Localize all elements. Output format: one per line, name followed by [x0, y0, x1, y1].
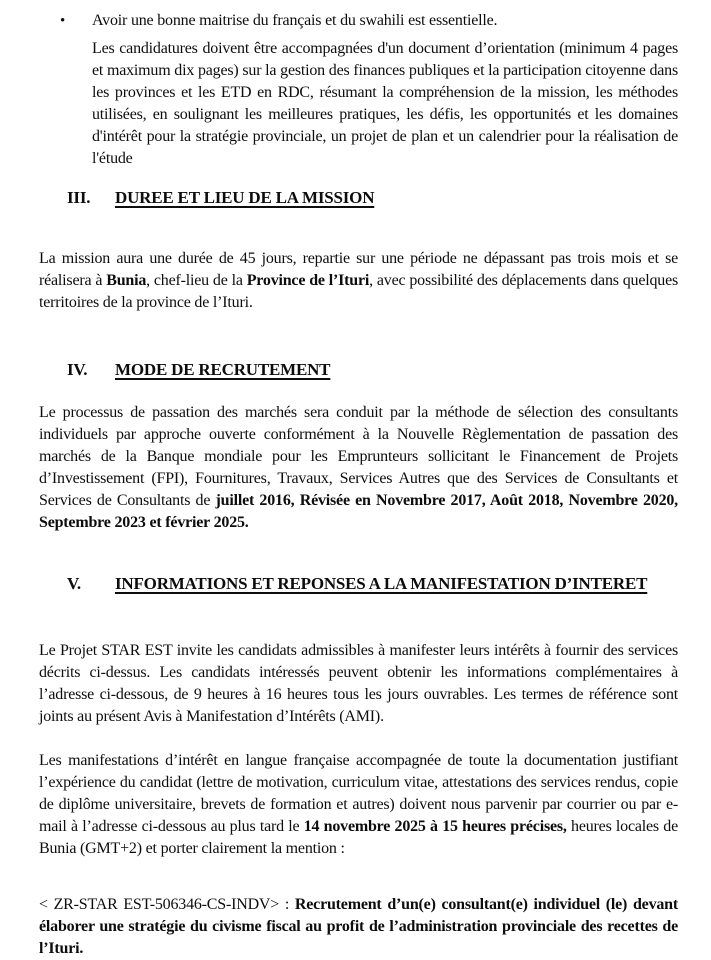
section-heading-mode-de-recrutement	[67, 358, 678, 382]
text-segment: heures locales de Bunia (GMT+2) et porter clairement la mention :	[39, 818, 678, 857]
text-segment: , chef-lieu de la	[146, 272, 247, 289]
bold-text-segment: Bunia	[106, 272, 147, 289]
section-number: III.	[67, 188, 91, 207]
section-number: V.	[67, 574, 81, 593]
section-heading-informations-et-reponses	[67, 572, 678, 596]
text-segment: Les manifestations d’intérêt en langue française accompagnée de toute la documentation justifiant l’expérience du candidat (lettre de motivation, curriculum vitae, attestations des services rendus, copie de diplôme universitaire, brevets de formation et autres) doivent nous parvenir par courrier ou par e-mail à l’adresse ci-dessous au plus tard le	[39, 752, 678, 835]
bold-text-segment: juillet 2016, Révisée en Novembre 2017, Août 2018, Novembre 2020, Septembre 2023 et février 2025.	[39, 492, 678, 531]
section-heading-duree-et-lieu	[67, 186, 678, 210]
mission-duration-paragraph	[39, 248, 678, 314]
bold-text-segment: Province de l’Ituri	[246, 272, 370, 289]
bold-text-segment: 14 novembre 2025 à 15 heures précises,	[303, 818, 567, 835]
recruitment-mode-paragraph	[39, 402, 678, 534]
text-segment: Le processus de passation des marchés sera conduit par la méthode de sélection des consultants individuels par approche ouverte conformément à la Nouvelle Règlementation de passation des marchés de la Banque mondiale pour les Emprunteurs sollicitant le Financement de Projets d’Investissement (FPI), Fournitures, Travaux, Services Autres que des Services de Consultants et Services de Consultants de	[39, 404, 678, 509]
bullet-item-text: Avoir une bonne maitrise du français et du swahili est essentielle.	[92, 12, 498, 29]
section-title: DUREE ET LIEU DE LA MISSION	[115, 188, 375, 207]
text-segment: < ZR-STAR EST-506346-CS-INDV> :	[39, 896, 295, 913]
submission-instructions-paragraph	[39, 750, 678, 860]
section-number: IV.	[67, 360, 88, 379]
mention-reference-paragraph	[39, 894, 678, 960]
bullet-list-item	[60, 10, 678, 32]
bullet-icon: •	[60, 13, 66, 29]
project-invitation-paragraph	[39, 640, 678, 728]
candidature-requirements-paragraph: Les candidatures doivent être accompagnées d'un document d’orientation (minimum 4 pages et maximum dix pages) sur la gestion des finances publiques et la participation citoyenne dans les provinces et les ETD en RDC, résumant la compréhension de la mission, les méthodes utilisées, en soulignant les meilleures pratiques, les défis, les opportunités et les domaines d'intérêt pour la stratégie provinciale, un projet de plan et un calendrier pour la réalisation de l'étude	[92, 40, 678, 167]
text-segment: La mission aura une durée de 45 jours, repartie sur une période ne dépassant pas trois mois et se réalisera à	[39, 250, 678, 289]
text-segment: Le Projet STAR EST invite les candidats admissibles à manifester leurs intérêts à fournir des services décrits ci-dessus. Les candidats intéressés peuvent obtenir les informations complémentaires à l’adresse ci-dessous, de 9 heures à 16 heures tous les jours ouvrables. Les termes de référence sont joints au présent Avis à Manifestation d’Intérêts (AMI).	[39, 642, 678, 725]
text-segment: , avec possibilité des déplacements dans quelques territoires de la province de l’Ituri.	[39, 272, 679, 311]
section-title: MODE DE RECRUTEMENT	[115, 360, 331, 379]
section-title: INFORMATIONS ET REPONSES A LA MANIFESTATION D’INTERET	[115, 574, 648, 593]
bold-text-segment: Recrutement d’un(e) consultant(e) individuel (le) devant élaborer une stratégie du civisme fiscal au profit de l’administration provinciale des recettes de l’Ituri.	[39, 896, 678, 957]
